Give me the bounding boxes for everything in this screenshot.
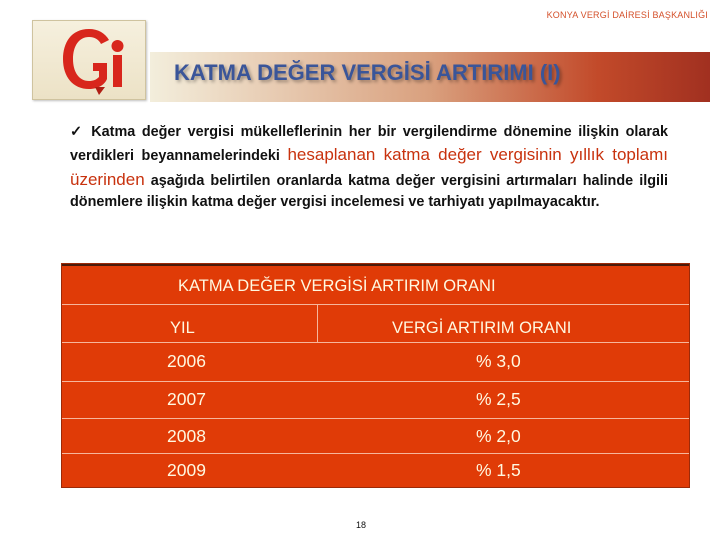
- rate-table: [61, 263, 690, 488]
- page-title: KATMA DEĞER VERGİSİ ARTIRIMI (I): [174, 60, 561, 85]
- check-mark-icon: ✓: [70, 124, 85, 140]
- table-divider: [62, 381, 689, 382]
- table-row-rate: % 2,0: [476, 426, 521, 446]
- table-divider: [62, 304, 689, 305]
- logo: [32, 20, 146, 100]
- table-divider: [62, 342, 689, 343]
- column-header-rate: VERGİ ARTIRIM ORANI: [392, 319, 572, 337]
- body-paragraph: [70, 122, 668, 213]
- organization-name: KONYA VERGİ DAİRESİ BAŞKANLIĞI: [546, 10, 708, 20]
- table-row-rate: % 1,5: [476, 460, 521, 480]
- paragraph-highlight: hesaplanan katma değer vergisinin yıllık toplamı üzerinden: [70, 144, 668, 189]
- table-caption: KATMA DEĞER VERGİSİ ARTIRIM ORANI: [178, 277, 496, 295]
- table-row-year: 2008: [167, 426, 206, 446]
- header-divider: [317, 304, 318, 342]
- table-row-year: 2006: [167, 351, 206, 371]
- table-row-rate: % 3,0: [476, 351, 521, 371]
- table-top-border: [62, 264, 689, 266]
- paragraph-part-1: Katma değer vergisi mükelleflerinin her bir vergilendirme dönemine ilişkin olarak verdikleri beyannamelerindeki: [70, 124, 668, 164]
- table-divider: [62, 453, 689, 454]
- page-number: 18: [356, 520, 367, 530]
- table-row-rate: % 2,5: [476, 389, 521, 409]
- paragraph-part-2: aşağıda belirtilen oranlarda katma değer vergisini artırmaları halinde ilgili dönemlere ilişkin katma değer vergisi incelemesi ve tarhiyatı yapılmayacaktır.: [70, 172, 668, 211]
- gi-logo-icon: [33, 21, 145, 99]
- table-divider: [62, 418, 689, 419]
- table-row-year: 2009: [167, 460, 206, 480]
- table-row-year: 2007: [167, 389, 206, 409]
- column-header-year: YIL: [170, 319, 195, 337]
